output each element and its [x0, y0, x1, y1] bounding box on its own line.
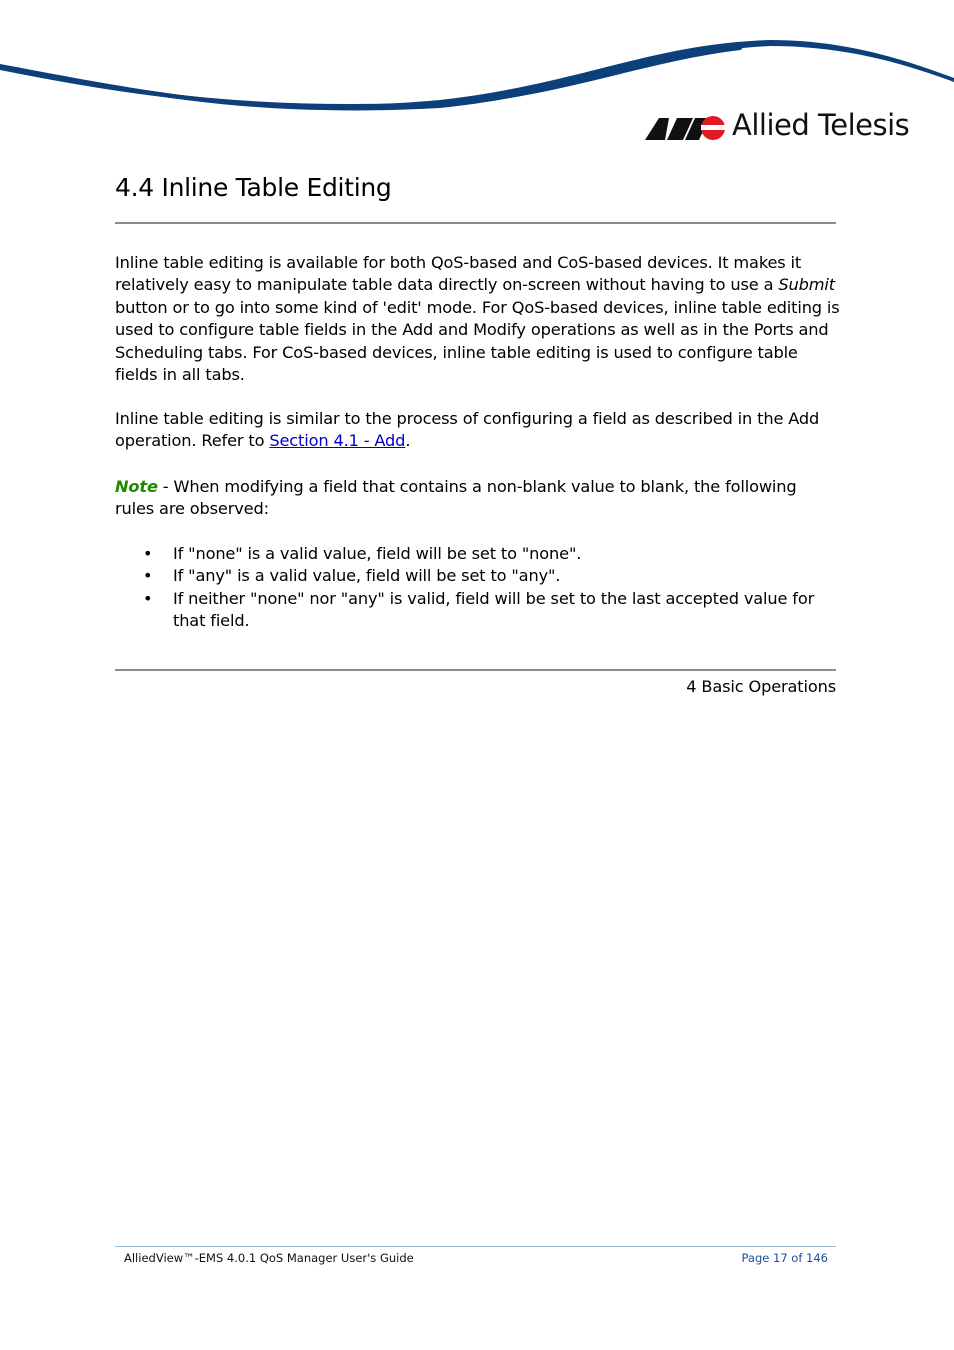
intro-paragraph: [115, 252, 840, 386]
section-end-divider: [115, 669, 836, 671]
intro-text-start: Inline table editing is available for both QoS-based and CoS-based devices. It makes it relatively easy to manipulate table data directly on-screen without having to use a: [115, 253, 802, 295]
footer-divider: [115, 1246, 836, 1247]
footer-guide-title: AlliedView™-EMS 4.0.1 QoS Manager User's Guide: [124, 1251, 414, 1265]
list-item: • If neither "none" nor "any" is valid, field will be set to the last accepted value for that field.: [115, 588, 840, 633]
footer-page-number: Page 17 of 146: [741, 1251, 828, 1265]
list-item: • If "none" is a valid value, field will be set to "none".: [115, 543, 840, 565]
logo-wordmark: Allied Telesis: [732, 108, 910, 142]
list-item: • If "any" is a valid value, field will be set to "any".: [115, 565, 840, 587]
reference-paragraph: [115, 408, 840, 453]
section-4-1-add-link[interactable]: Section 4.1 - Add: [269, 431, 406, 451]
section-title: 4.4 Inline Table Editing: [115, 173, 392, 202]
intro-text-end: button or to go into some kind of 'edit' mode. For QoS-based devices, inline table editing is used to configure table fields in the Add and Modify operations as well as in the Ports and Scheduling tabs. For CoS-based devices, inline table editing is used to configure table fields in all tabs.: [115, 297, 840, 385]
reference-text: Inline table editing is similar to the process of configuring a field as described in the Add operation. Refer to: [115, 409, 820, 451]
submit-term: Submit: [778, 275, 835, 295]
chapter-label: 4 Basic Operations: [686, 677, 836, 696]
note-paragraph: [115, 476, 840, 521]
allied-telesis-logo: [645, 108, 910, 148]
blank-value-rules-list: [115, 543, 840, 633]
reference-text-end: .: [405, 431, 411, 451]
note-text: - When modifying a field that contains a non-blank value to blank, the following rules are observed:: [115, 477, 797, 519]
allied-telesis-logo-mark-icon: [645, 114, 727, 140]
note-label: Note: [115, 477, 158, 496]
title-divider: [115, 222, 836, 224]
